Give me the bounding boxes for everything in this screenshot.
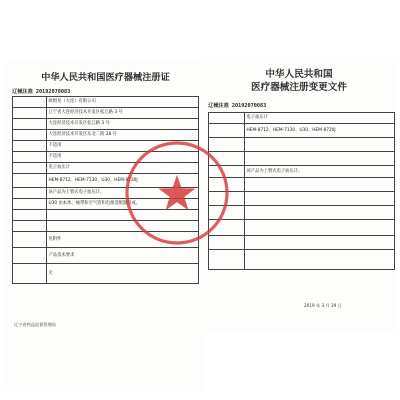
table-row [209,138,395,152]
row-label [13,199,47,210]
table-row [209,220,395,236]
row-label [13,119,47,130]
table-row [13,264,199,284]
change-document-footer: 2019 年 3 月 29 日 [304,303,342,308]
table-row [13,108,199,119]
row-value [47,210,199,221]
change-document-title-line2: 医疗器械注册变更文件 [251,82,347,93]
table-row [13,210,199,221]
table-row [13,119,199,130]
row-value: 大连经济技术开发区松江路 3 号 [47,119,199,130]
row-label [209,138,245,152]
table-row [13,188,199,199]
row-value: HEM-8712、HEM-7130、U30、HEM-8720J [245,124,395,138]
row-label [13,174,47,188]
row-label [209,113,245,124]
row-label [209,166,245,178]
row-label [13,188,47,199]
row-label [209,250,245,270]
row-value: 该产品为上臂式电子血压计。 [47,188,199,199]
row-value: 产品技术要求 [47,248,199,264]
certificate-footer: 辽宁省药品监督管理局 [14,322,56,327]
row-label [209,236,245,250]
registration-certificate [6,60,205,390]
row-value [245,236,395,250]
row-value [245,152,395,166]
row-value [245,250,395,270]
row-label [13,210,47,221]
row-value: 见附件 [47,232,199,248]
table-row [209,236,395,250]
table-row [209,124,395,138]
row-value [245,178,395,192]
table-row [13,221,199,232]
row-value: 不适用 [47,141,199,152]
table-row [13,163,199,174]
certificate-table [12,96,199,284]
row-label [13,264,47,284]
table-row [209,192,395,206]
row-label [13,232,47,248]
row-value: 辽宁省大连经济技术开发区松江路 3 号 [47,108,199,119]
row-value: 电子血压计 [245,113,395,124]
table-row [13,130,199,141]
table-row [13,97,199,108]
row-label [209,124,245,138]
row-label [13,248,47,264]
row-label [13,152,47,163]
certificate-number: 辽械注准 20192070083 [208,103,267,109]
row-value [245,220,395,236]
row-value [47,221,199,232]
row-label [13,130,47,141]
row-label [209,178,245,192]
row-value: 欧姆龙（大连）有限公司 [47,97,199,108]
row-value: 该产品为上臂式电子血压计。 [245,166,395,178]
row-value: 无 [47,264,199,284]
row-value: 不适用 [47,152,199,163]
row-label [13,163,47,174]
change-document [200,58,398,333]
row-label [209,220,245,236]
table-row [209,206,395,220]
row-label [209,152,245,166]
row-value: U30 由本体、袖带和空气管和电源适配器组成。 [47,199,199,210]
table-row [209,152,395,166]
row-value [245,138,395,152]
row-label [13,97,47,108]
table-row [13,141,199,152]
row-label [209,206,245,220]
row-label [13,108,47,119]
row-value [245,206,395,220]
change-table [208,112,395,270]
table-row [209,178,395,192]
table-row [209,166,395,178]
row-value: 电子血压计 [47,163,199,174]
table-row [13,248,199,264]
table-row [13,174,199,188]
certificate-title: 中华人民共和国医疗器械注册证 [41,72,170,83]
row-value: 大连经济技术开发区东北二街 28 号 [47,130,199,141]
table-row [209,250,395,270]
certificate-number: 辽械注准 20192070083 [12,89,71,95]
table-row [13,199,199,210]
row-label [209,192,245,206]
table-row [209,113,395,124]
table-row [13,232,199,248]
row-label [13,141,47,152]
row-value [245,192,395,206]
row-value: HEM-8712、HEM-7130、U30、HEM-8720J [47,174,199,188]
table-row [13,152,199,163]
row-label [13,221,47,232]
change-document-title-line1: 中华人民共和国 [265,69,333,80]
